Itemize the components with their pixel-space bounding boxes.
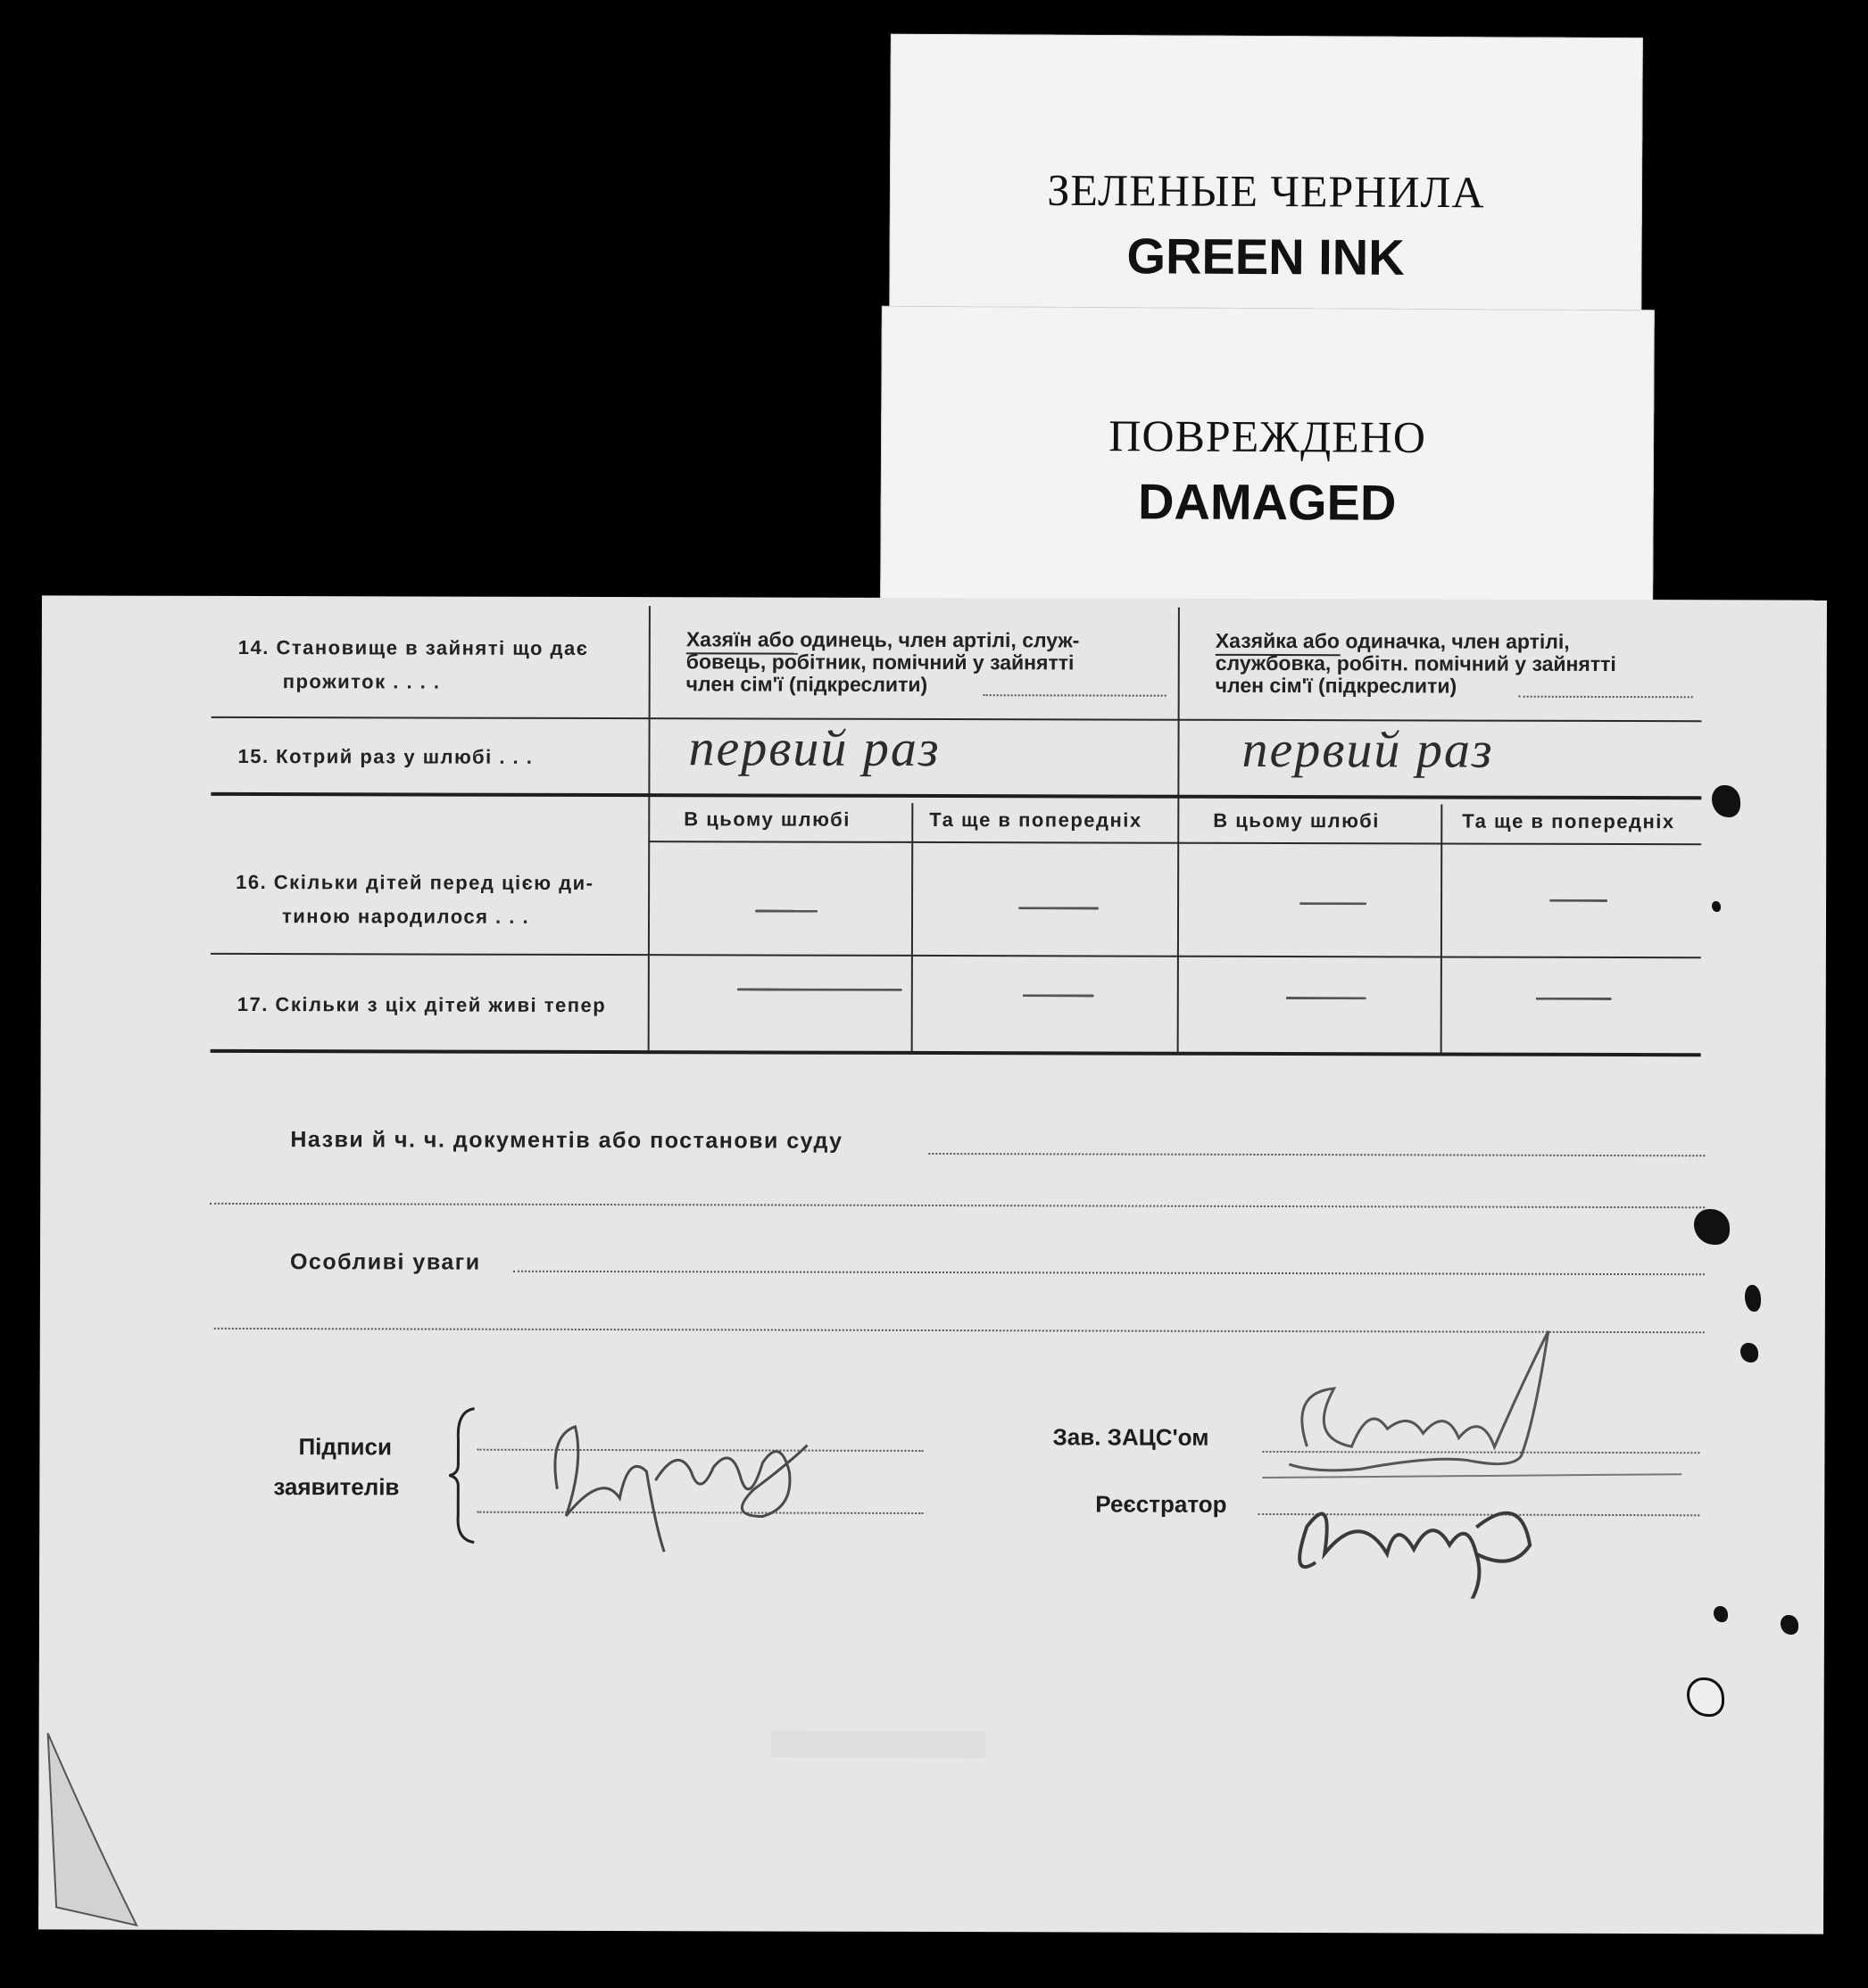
row16-value-dash <box>1299 902 1366 905</box>
table-divider <box>1440 804 1443 1052</box>
groom-dotted-line <box>984 694 1166 697</box>
row17-label: 17. Скільки з ціх дітей живі тепер <box>237 992 607 1017</box>
row14-label-line1: 14. Становище в зайняті що дає <box>237 635 589 659</box>
binding-hole <box>1712 901 1721 912</box>
remarks-dotted-line <box>513 1271 1705 1275</box>
applicant-signature <box>521 1382 843 1570</box>
registrar-label: Реєстратор <box>1095 1490 1227 1518</box>
row16-value-dash <box>755 909 818 912</box>
table-rule <box>648 841 1701 845</box>
binding-hole <box>1745 1285 1761 1312</box>
binding-hole <box>1781 1615 1798 1635</box>
documents-second-line <box>210 1203 1705 1208</box>
groom-option-line2: бовець, робітник, помічний у зайнятті <box>685 650 1075 675</box>
official-signatures <box>1253 1313 1700 1599</box>
damaged-label-card <box>880 306 1655 605</box>
faded-mark <box>771 1731 985 1759</box>
table-rule <box>211 953 1701 958</box>
table-divider <box>648 606 651 1050</box>
bride-underline <box>1216 654 1341 656</box>
row17-value-dash <box>1286 997 1366 999</box>
table-rule <box>211 1049 1701 1056</box>
row17-value-dash <box>737 988 902 990</box>
document-sheet <box>38 595 1827 1934</box>
groom-option-line1: Хазяїн або одинець, член артілі, служ- <box>685 627 1080 652</box>
signatures-label-line2: заявителів <box>273 1473 400 1501</box>
row17-value-dash <box>1536 998 1612 1000</box>
green-ink-label-card <box>889 34 1643 336</box>
row15-bride-handwriting: первий раз <box>1241 719 1494 779</box>
row15-label: 15. Котрий раз у шлюбі . . . <box>237 744 534 768</box>
table-rule <box>211 792 1701 799</box>
signatures-brace <box>445 1404 481 1547</box>
binding-hole <box>1740 1343 1758 1363</box>
row16-value-dash <box>1018 907 1099 909</box>
damaged-label-en: DAMAGED <box>1137 473 1397 531</box>
subheader-groom-previous: Та ще в попередніх <box>929 808 1142 832</box>
subheader-groom-this-marriage: В цьому шлюбі <box>684 808 851 831</box>
bride-option-line2: службовка, робітн. помічний у зайнятті <box>1215 650 1616 676</box>
groom-underline <box>686 652 798 654</box>
subheader-bride-this-marriage: В цьому шлюбі <box>1213 808 1380 832</box>
row14-bride-options <box>1216 630 1616 698</box>
bride-dotted-line <box>1519 696 1693 699</box>
green-ink-label-ru: ЗЕЛЕНЫЕ ЧЕРНИЛА <box>1047 164 1485 218</box>
row17-value-dash <box>1023 994 1094 997</box>
table-divider <box>911 803 914 1051</box>
head-label: Зав. ЗАЦС'ом <box>1052 1423 1209 1451</box>
row16-label-line2: тиною народилося . . . <box>281 905 530 928</box>
bride-option-line3: член сім'ї (підкреслити) <box>1215 673 1457 698</box>
binding-hole <box>1714 1606 1728 1622</box>
row16-label-line1: 16. Скільки дітей перед цією ди- <box>236 870 594 895</box>
documents-label: Назви й ч. ч. документів або постанови суду <box>290 1127 843 1154</box>
bride-option-line1: Хазяйка або одиначка, член артілі, <box>1215 628 1570 653</box>
folded-corner <box>38 1728 146 1934</box>
row16-value-dash <box>1549 899 1607 902</box>
row14-groom-options <box>686 628 1080 696</box>
green-ink-label-en: GREEN INK <box>1126 228 1405 286</box>
remarks-label: Особливі уваги <box>289 1249 481 1275</box>
documents-dotted-line <box>928 1153 1705 1156</box>
damaged-label-ru: ПОВРЕЖДЕНО <box>1108 410 1427 462</box>
row15-groom-handwriting: первий раз <box>688 718 941 778</box>
subheader-bride-previous: Та ще в попередніх <box>1462 809 1675 833</box>
row14-label-line2: прожиток . . . . <box>282 670 441 693</box>
table-divider <box>1177 608 1180 1052</box>
groom-option-line3: член сім'ї (підкреслити) <box>685 672 928 696</box>
signatures-label-line1: Підписи <box>298 1433 393 1461</box>
